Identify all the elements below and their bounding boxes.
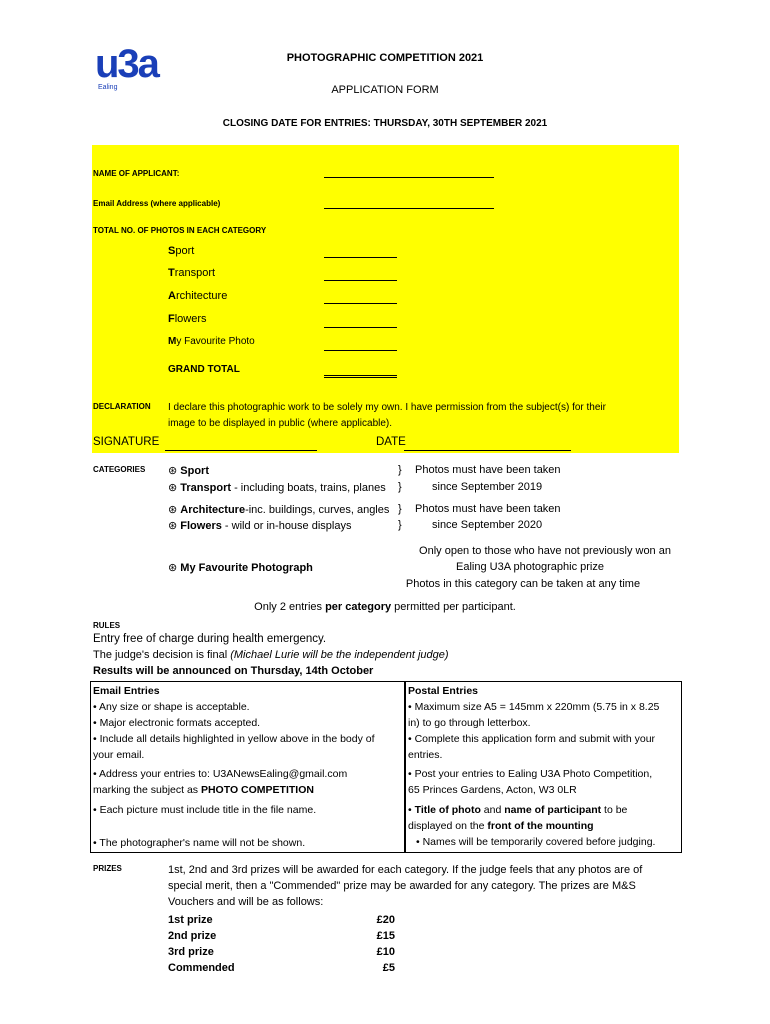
signature-field[interactable] [165,450,317,451]
bullet-icon: ⊛ [168,520,178,532]
postal-rule-4a-mid: and [480,804,505,816]
email-rule-1: • Any size or shape is acceptable. [93,701,250,713]
prizes-text-2: special merit, then a "Commended" prize may be awarded for any category. The prizes are M&S [168,880,636,892]
category-rest: ransport [174,267,216,279]
email-rule-5: • Each picture must include title in the file name. [93,804,317,816]
category-transport [168,481,386,494]
page-title: PHOTOGRAPHIC COMPETITION 2021 [286,52,484,64]
postal-rule-4b-bold: front of the mounting [487,820,594,832]
postal-rule-3b: 65 Princes Gardens, Acton, W3 0LR [408,784,577,796]
prizes-label: PRIZES [93,864,122,873]
email-rule-4b-pre: marking the subject as [93,784,201,796]
flowers-count-field[interactable] [324,327,397,328]
category-rest: y Favourite Photo [176,336,255,347]
postal-rule-1a: • Maximum size A5 = 145mm x 220mm (5.75 in x 8.25 [408,701,660,713]
category-initial: T [168,267,175,279]
postal-rule-4a-post: to be [601,804,628,816]
category-favourite [168,561,313,574]
note-favourite-line3: Photos in this category can be taken at any time [405,578,641,590]
category-sport [168,464,209,477]
prize-amount: £20 [376,914,395,926]
declaration-text-2: image to be displayed in public (where applicable). [168,418,393,429]
postal-rule-2b: entries. [408,749,443,761]
category-initial: M [168,336,177,347]
architecture-count-field[interactable] [324,303,397,304]
closing-date: CLOSING DATE FOR ENTRIES: THURSDAY, 30TH SEPTEMBER 2021 [222,118,548,129]
prize-name: 3rd prize [168,946,214,958]
category-entry-transport [168,267,215,279]
email-field[interactable] [324,208,494,209]
email-entries-heading: Email Entries [93,685,160,697]
prize-name: Commended [168,962,235,974]
note-favourite-line2: Ealing U3A photographic prize [456,561,604,573]
entries-limit-pre: Only 2 entries [254,601,326,613]
total-photos-label: TOTAL NO. OF PHOTOS IN EACH CATEGORY [93,226,267,235]
postal-rule-5: • Names will be temporarily covered before judging. [416,836,656,848]
email-rule-4b [93,782,314,798]
name-label: NAME OF APPLICANT: [93,169,180,178]
category-entry-architecture [168,290,227,302]
email-rule-4b-bold: PHOTO COMPETITION [200,784,314,796]
email-rule-6: • The photographer's name will not be shown. [93,837,306,849]
email-rule-4a: • Address your entries to: U3ANewsEaling@gmail.com [93,768,348,780]
entries-limit-bold: per category [325,601,392,613]
note-2020-line2: since September 2020 [432,519,543,531]
categories-label: CATEGORIES [93,465,146,474]
prizes-text-1: 1st, 2nd and 3rd prizes will be awarded for each category. If the judge feels that any photos are of [168,864,643,876]
rules-line-1: Entry free of charge during health emergency. [93,633,327,645]
bullet-icon: ⊛ [168,465,178,477]
postal-rule-4a: • Title of photo and name of participant to be [408,804,628,816]
category-rest: lowers [174,313,207,325]
date-field[interactable] [404,450,571,451]
rules-line-2 [93,649,449,661]
form-subtitle: APPLICATION FORM [331,84,439,96]
grand-total-field[interactable] [324,375,397,378]
logo-main-text: u3a [95,42,158,86]
postal-rule-4a-bold2: name of participant [504,804,602,816]
brace-4: } [398,519,402,531]
declaration-label: DECLARATION [93,402,151,411]
date-label: DATE [376,436,406,448]
brace-3: } [398,503,402,515]
category-name: Sport [180,465,210,477]
bullet-icon: ⊛ [168,482,178,494]
rules-line-2-pre: The judge's decision is final [93,649,231,661]
declaration-text-1: I declare this photographic work to be solely my own. I have permission from the subject(s) for their [168,402,606,413]
signature-label: SIGNATURE [93,436,160,448]
table-divider [404,682,406,852]
postal-rule-4b-pre: displayed on the [408,820,488,832]
prize-amount: £5 [382,962,395,974]
rules-line-2-italic: (Michael Lurie will be the independent judge) [230,649,449,661]
grand-total-label: GRAND TOTAL [168,364,240,375]
bullet-icon: ⊛ [168,562,178,574]
results-date: Results will be announced on Thursday, 14th October [93,665,374,677]
prizes-text-3: Vouchers and will be as follows: [168,896,324,908]
postal-entries-heading: Postal Entries [408,685,479,697]
note-favourite-line1: Only open to those who have not previously won an [419,545,671,557]
category-name: Flowers [180,520,222,532]
category-flowers [168,519,351,532]
email-rule-3a: • Include all details highlighted in yellow above in the body of [93,733,375,745]
name-field[interactable] [324,177,494,178]
logo-sub-text: Ealing [98,84,118,91]
category-rest: port [175,245,195,257]
category-name: My Favourite Photograph [180,562,313,574]
category-rest: rchitecture [175,290,228,302]
prize-amount: £10 [376,946,395,958]
bullet-icon: ⊛ [168,504,178,516]
transport-count-field[interactable] [324,280,397,281]
rules-label: RULES [93,621,121,630]
note-2019-line2: since September 2019 [432,481,543,493]
email-rule-2: • Major electronic formats accepted. [93,717,261,729]
email-rule-3b: your email. [93,749,145,761]
category-initial: A [168,290,176,302]
entries-limit-post: permitted per participant. [391,601,516,613]
category-desc: - wild or in-house displays [221,520,352,532]
note-2020-line1: Photos must have been taken [415,503,561,515]
favourite-count-field[interactable] [324,350,397,351]
brace-1: } [398,464,402,476]
entries-table [90,681,682,853]
category-entry-sport [168,245,194,257]
category-name: Transport [180,482,232,494]
prize-name: 1st prize [168,914,213,926]
sport-count-field[interactable] [324,257,397,258]
entries-limit [0,601,770,613]
category-entry-favourite [168,336,255,347]
category-initial: S [168,245,176,257]
category-architecture [168,503,389,516]
postal-rule-2a: • Complete this application form and submit with your [408,733,656,745]
category-desc: -inc. buildings, curves, angles [245,504,390,516]
prize-name: 2nd prize [168,930,217,942]
note-2019-line1: Photos must have been taken [415,464,561,476]
brace-2: } [398,481,402,493]
postal-rule-3a: • Post your entries to Ealing U3A Photo Competition, [408,768,653,780]
category-desc: - including boats, trains, planes [231,482,386,494]
category-name: Architecture [180,504,246,516]
category-entry-flowers [168,313,207,325]
prize-amount: £15 [376,930,395,942]
category-initial: F [168,313,175,325]
postal-rule-1b: in) to go through letterbox. [408,717,531,729]
postal-rule-4a-bold1: Title of photo [414,804,481,816]
email-label: Email Address (where applicable) [93,199,221,208]
postal-rule-4b [408,818,594,834]
